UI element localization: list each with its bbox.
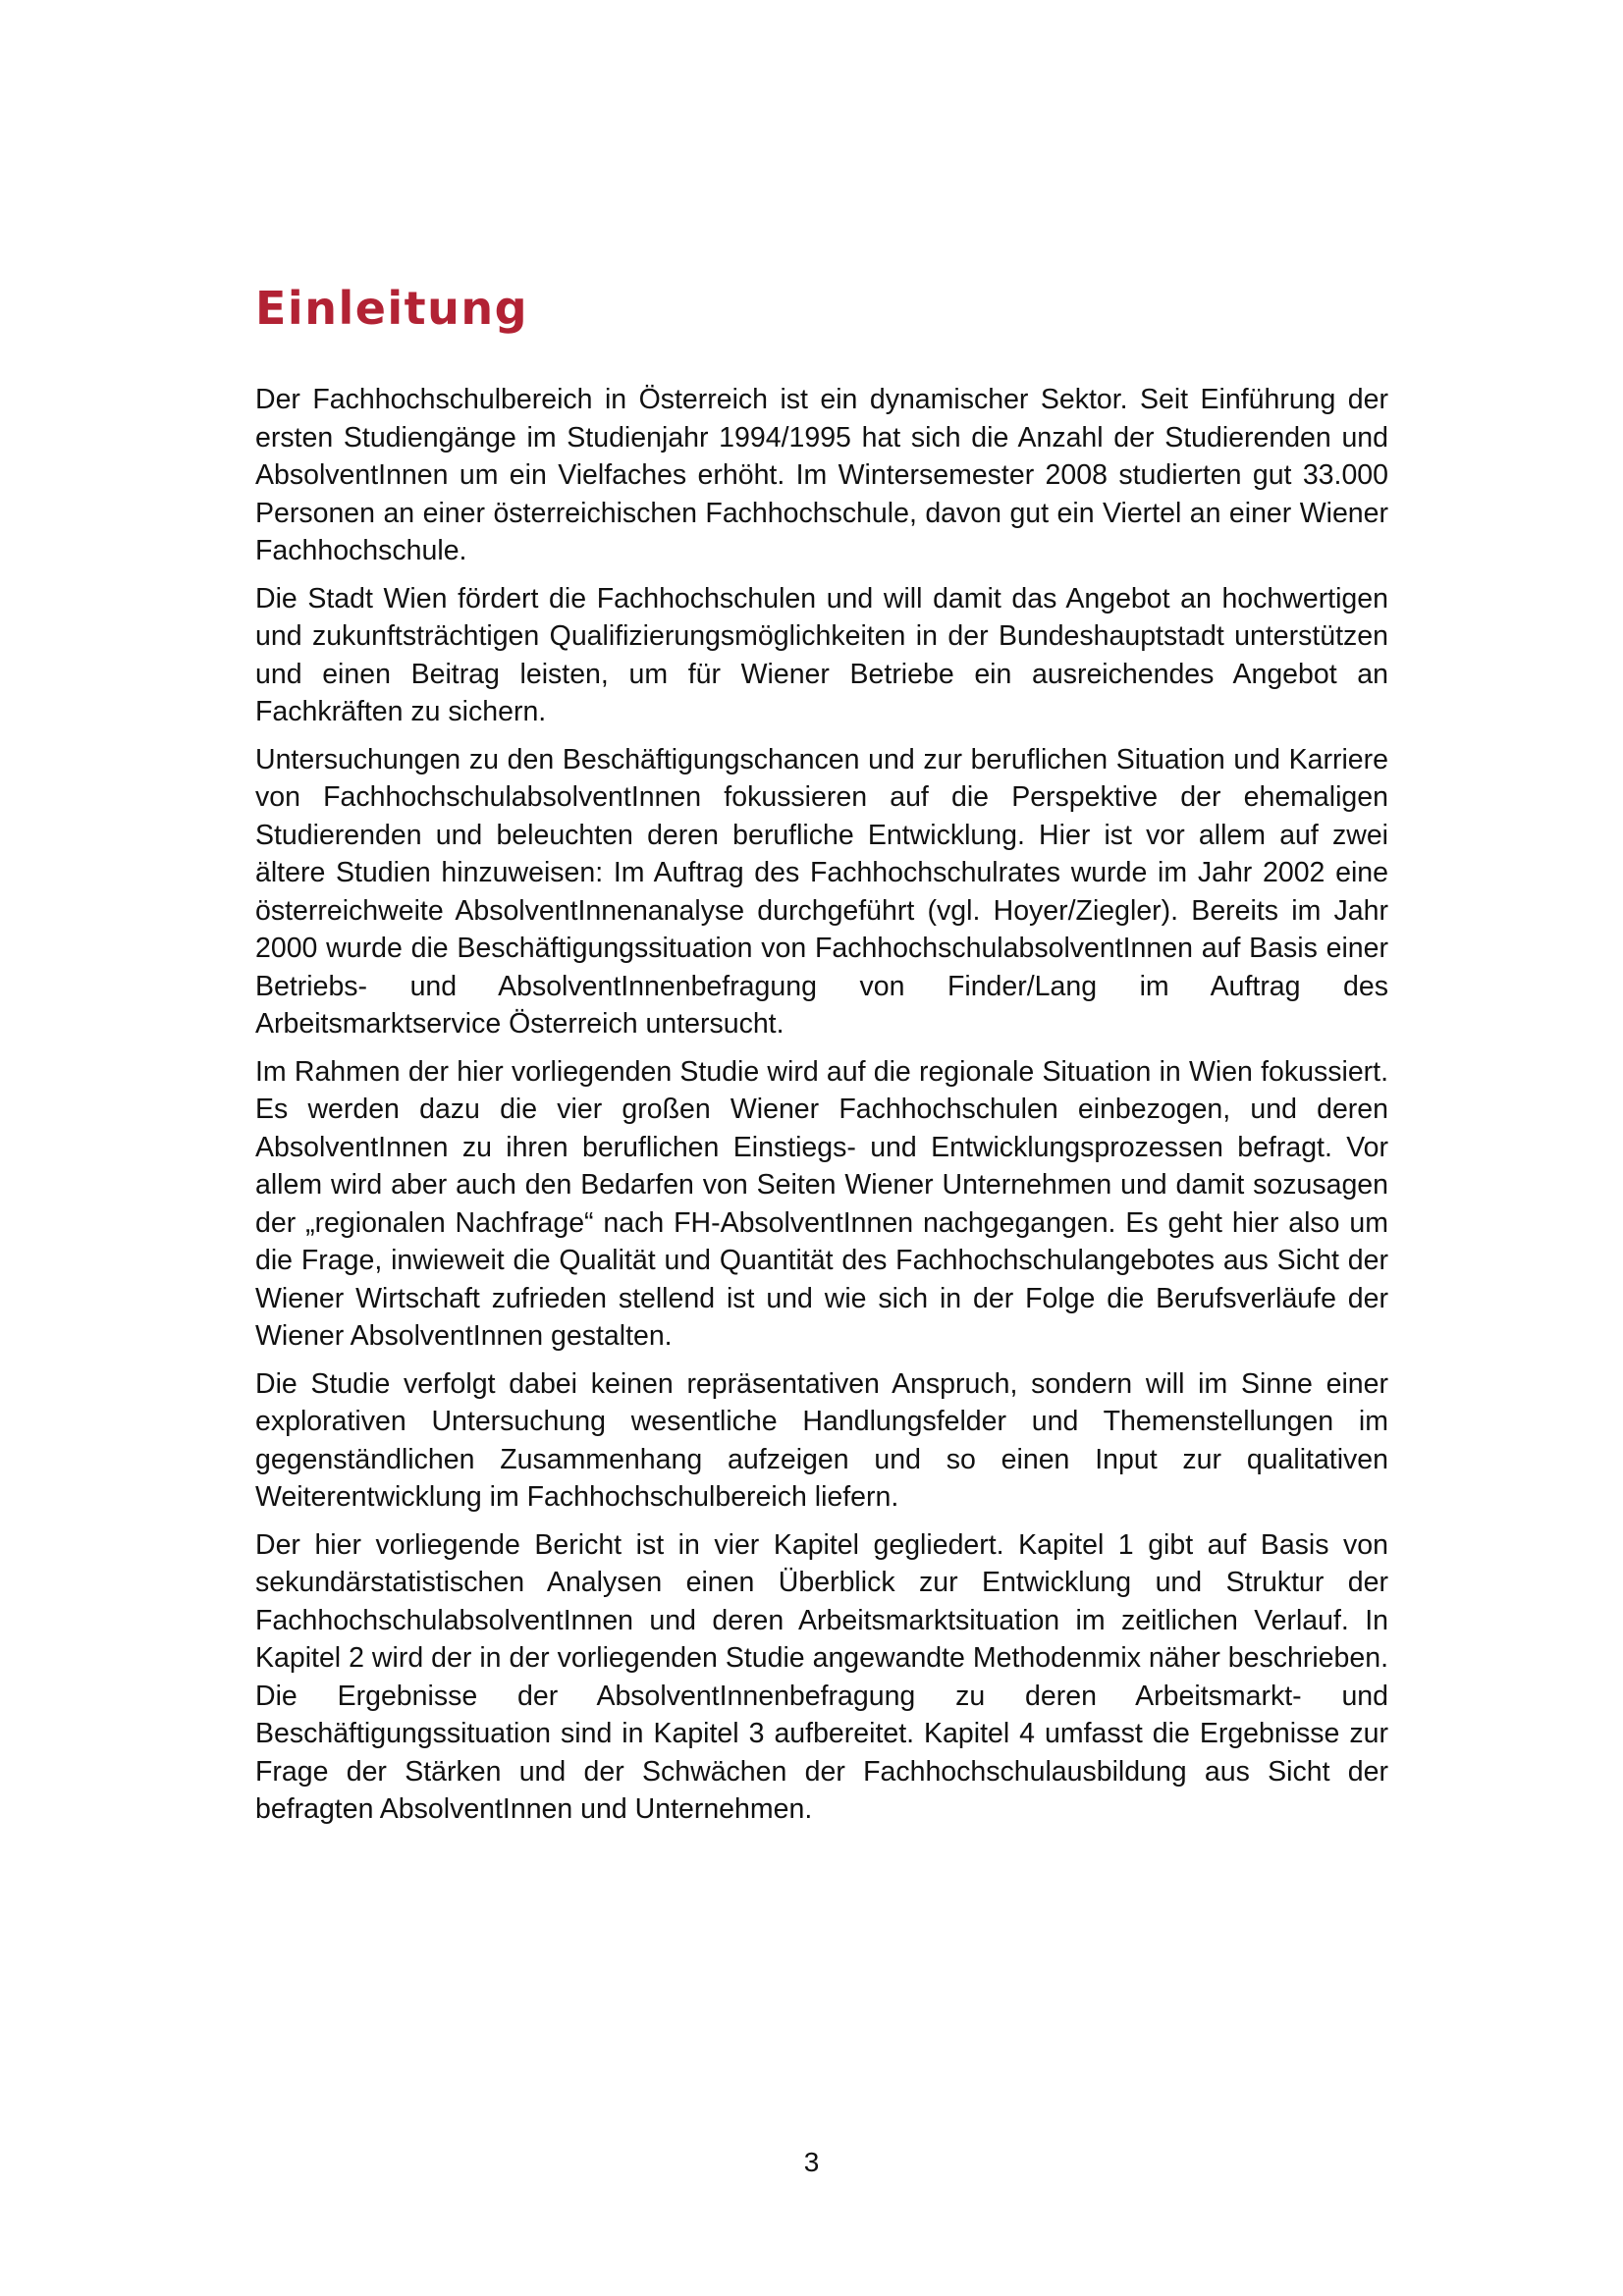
paragraph-prior-studies: Untersuchungen zu den Beschäftigungschancen und zur beruflichen Situation und Karriere von FachhochschulabsolventInnen fokussieren auf die Perspektive der ehemaligen Studierenden und beleuchten deren berufliche Entwicklung. Hier ist vor allem auf zwei ältere Studien hinzuweisen: Im Auftrag des Fachhochschulrates wurde im Jahr 2002 eine österreichweite AbsolventInnenanalyse durchgeführt (vgl. Hoyer/Ziegler). Bereits im Jahr 2000 wurde die Beschäftigungssituation von FachhochschulabsolventInnen auf Basis einer Betriebs- und AbsolventInnenbefragung von Finder/Lang im Auftrag des Arbeitsmarktservice Österreich untersucht. xyxy=(255,743,1388,1040)
body-text xyxy=(255,381,1388,1839)
paragraph-study-focus: Im Rahmen der hier vorliegenden Studie wird auf die regionale Situation in Wien fokussiert. Es werden dazu die vier großen Wiener Fachhochschulen einbezogen, und deren AbsolventInnen zu ihren beruflichen Einstiegs- und Entwicklungsprozessen befragt. Vor allem wird aber auch den Bedarfen von Seiten Wiener Unternehmen und damit sozusagen der „regionalen Nachfrage“ nach FH-AbsolventInnen nachgegangen. Es geht hier also um die Frage, inwieweit die Qualität und Quantität des Fachhochschulangebotes aus Sicht der Wiener Wirtschaft zufrieden stellend ist und wie sich in der Folge die Berufsverläufe der Wiener AbsolventInnen gestalten. xyxy=(255,1055,1388,1352)
paragraph-report-structure: Der hier vorliegende Bericht ist in vier Kapitel gegliedert. Kapitel 1 gibt auf Basis von sekundärstatistischen Analysen einen Überblick zur Entwicklung und Struktur der FachhochschulabsolventInnen und deren Arbeitsmarktsituation im zeitlichen Verlauf. In Kapitel 2 wird der in der vorliegenden Studie angewandte Methodenmix näher beschrieben. Die Ergebnisse der AbsolventInnenbefragung zu deren Arbeitsmarkt- und Beschäftigungssituation sind in Kapitel 3 aufbereitet. Kapitel 4 umfasst die Ergebnisse zur Frage der Stärken und der Schwächen der Fachhochschulausbildung aus Sicht der befragten AbsolventInnen und Unternehmen. xyxy=(255,1528,1388,1825)
paragraph-city-funding: Die Stadt Wien fördert die Fachhochschulen und will damit das Angebot an hochwertigen und zukunftsträchtigen Qualifizierungsmöglichkeiten in der Bundeshauptstadt unterstützen und einen Beitrag leisten, um für Wiener Betriebe ein ausreichendes Angebot an Fachkräften zu sichern. xyxy=(255,582,1388,727)
paragraph-study-scope: Die Studie verfolgt dabei keinen repräsentativen Anspruch, sondern will im Sinne einer explorativen Untersuchung wesentliche Handlungsfelder und Themenstellungen im gegenständlichen Zusammenhang aufzeigen und so einen Input zur qualitativen Weiterentwicklung im Fachhochschulbereich liefern. xyxy=(255,1367,1388,1513)
page-number: 3 xyxy=(803,2147,820,2177)
chapter-heading: Einleitung xyxy=(255,282,529,335)
paragraph-intro: Der Fachhochschulbereich in Österreich ist ein dynamischer Sektor. Seit Einführung der ersten Studiengänge im Studienjahr 1994/1995 hat sich die Anzahl der Studierenden und AbsolventInnen um ein Vielfaches erhöht. Im Wintersemester 2008 studierten gut 33.000 Personen an einer österreichischen Fachhochschule, davon gut ein Viertel an einer Wiener Fachhochschule. xyxy=(255,384,1388,566)
